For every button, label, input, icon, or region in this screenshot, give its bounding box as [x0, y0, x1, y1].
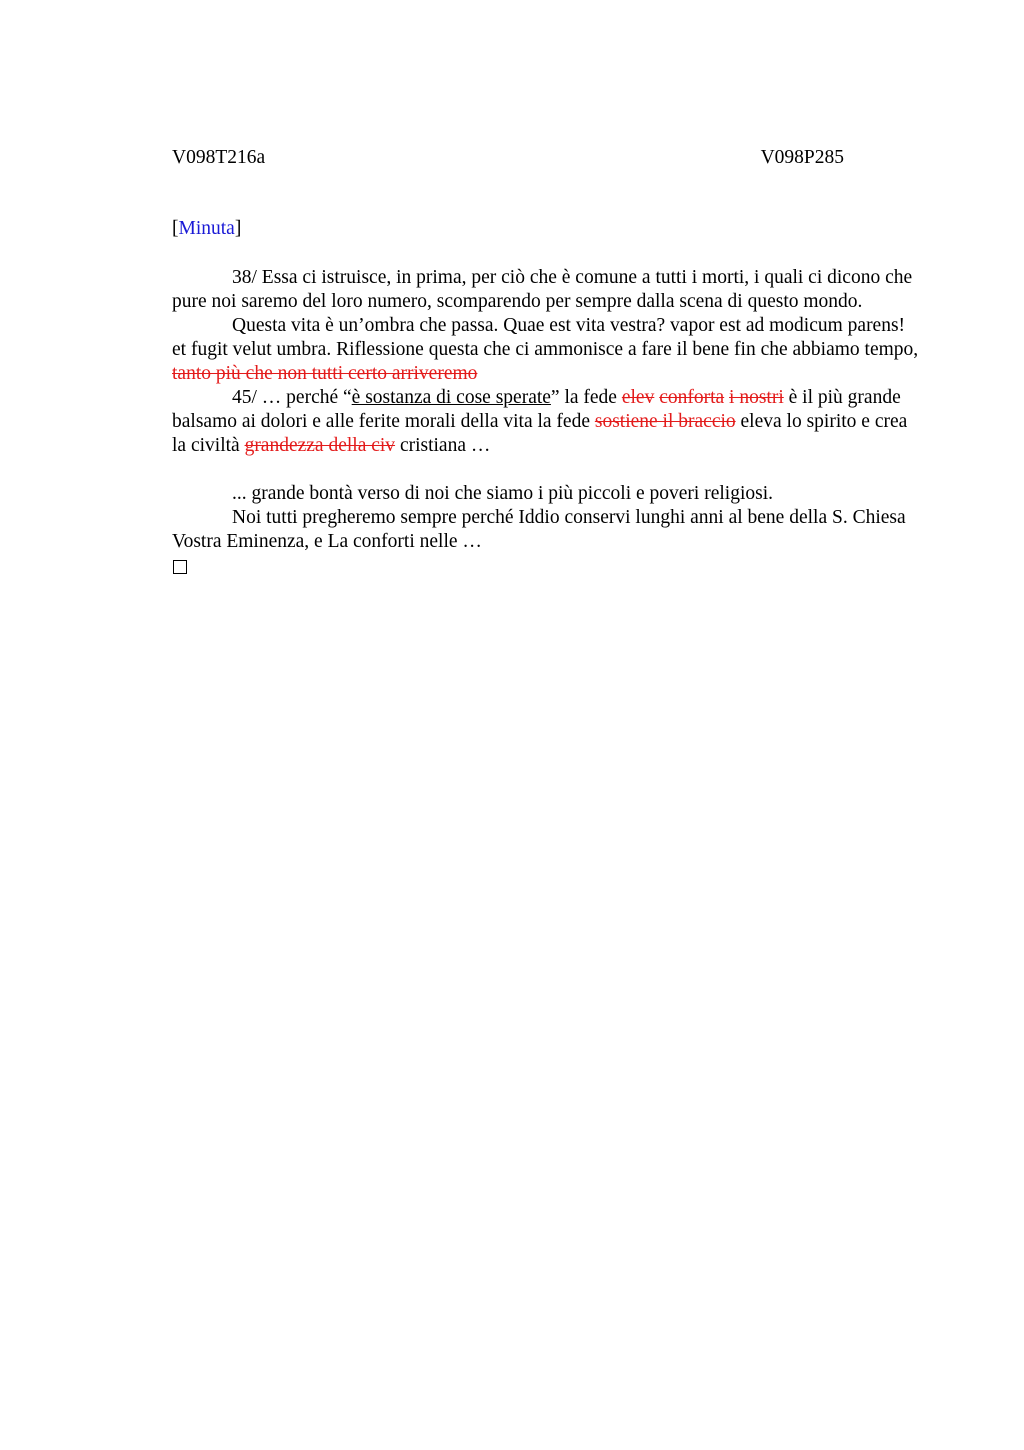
document-code: V098T216a: [172, 147, 266, 168]
paragraph-1: 38/ Essa ci istruisce, in prima, per ciò che è comune a tutti i morti, i quali ci dicono che pure noi saremo del loro numero, scomparendo per sempre dalla scena di questo mondo.: [172, 267, 913, 312]
underlined-quote: è sostanza di cose sperate: [351, 387, 551, 408]
paragraph-2: [172, 314, 922, 386]
paragraph-3: [172, 386, 922, 458]
deleted-text: elev: [621, 387, 655, 408]
close-bracket: ]: [234, 218, 242, 239]
paragraph-5: Noi tutti pregheremo sempre perché Iddio conservi lunghi anni al bene della S. Chiesa Vostra Eminenza, e La conforti nelle …: [172, 507, 906, 552]
page-code: V098P285: [760, 147, 844, 168]
paragraph-gap: [172, 458, 922, 482]
paragraph-3-part-d: eleva lo spirito e crea la civiltà: [172, 411, 908, 456]
minuta-text: Minuta: [178, 218, 235, 239]
deleted-text: tanto più che non tutti certo arriveremo: [172, 363, 478, 384]
paragraph-3-part-b: ” la fede: [550, 387, 617, 408]
deleted-text: conforta: [659, 387, 725, 408]
paragraph-4: ... grande bontà verso di noi che siamo i più piccoli e poveri religiosi.: [232, 483, 773, 504]
deleted-text: sostiene il braccio: [594, 411, 736, 432]
paragraph-3-part-a: 45/ … perché “: [232, 387, 352, 408]
deleted-text: i nostri: [729, 387, 784, 408]
paragraph-3-part-e: cristiana …: [399, 435, 491, 456]
paragraph-3-part-c: è il più grande balsamo ai dolori e alle ferite morali della vita la fede: [172, 387, 901, 432]
document-body: [172, 266, 922, 574]
page-header: [172, 146, 844, 170]
paragraph-2-text: Questa vita è un’ombra che passa. Quae est vita vestra? vapor est ad modicum parens! et fugit velut umbra. Riflessione questa che ci ammonisce a fare il bene fin che abbiamo tempo,: [172, 315, 919, 360]
checkbox-square-icon: [173, 560, 187, 574]
minuta-label: [172, 217, 241, 241]
open-bracket: [: [172, 218, 179, 239]
deleted-text: grandezza della civ: [244, 435, 396, 456]
